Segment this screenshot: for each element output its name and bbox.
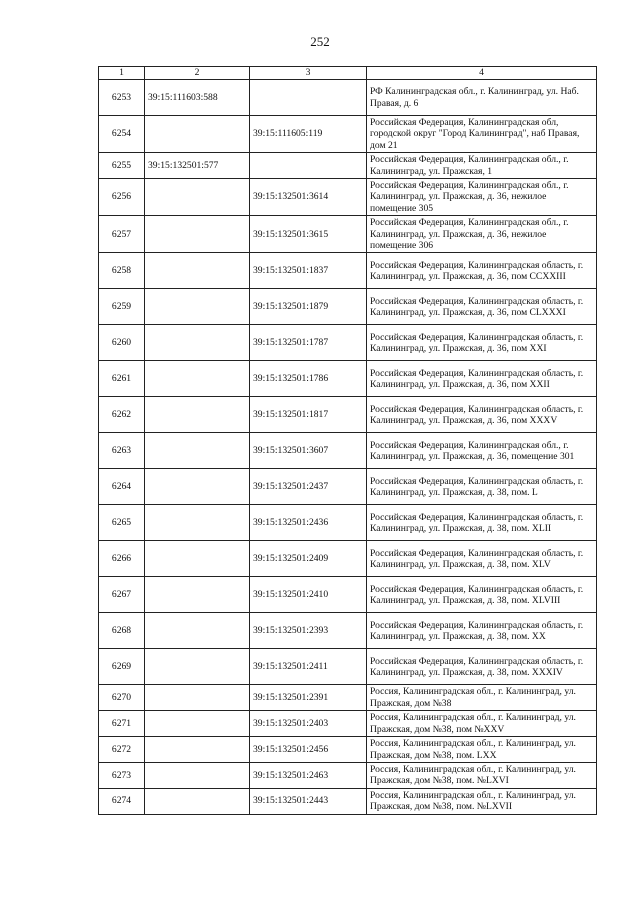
cadastral-number-cell: 39:15:132501:3607 bbox=[250, 433, 367, 469]
row-number-cell: 6271 bbox=[99, 711, 145, 737]
row-number-cell: 6256 bbox=[99, 179, 145, 216]
cadastral-number-cell: 39:15:132501:3615 bbox=[250, 216, 367, 253]
cadastral-number-cell bbox=[145, 116, 250, 153]
table-row bbox=[99, 711, 597, 737]
row-number-cell: 6253 bbox=[99, 80, 145, 116]
address-cell: Россия, Калининградская обл., г. Калининград, ул. Пражская, дом №38, пом. №LXVI bbox=[367, 762, 597, 788]
cadastral-number-cell: 39:15:132501:2463 bbox=[250, 762, 367, 788]
cadastral-number-cell bbox=[145, 433, 250, 469]
address-cell: Российская Федерация, Калининградская обл, городской округ "Город Калининград", наб Правая, дом 21 bbox=[367, 116, 597, 153]
table-row bbox=[99, 577, 597, 613]
cadastral-number-cell bbox=[145, 216, 250, 253]
cadastral-number-cell bbox=[145, 289, 250, 325]
row-number-cell: 6268 bbox=[99, 613, 145, 649]
row-number-cell: 6261 bbox=[99, 361, 145, 397]
address-cell: Российская Федерация, Калининградская область, г. Калининград, ул. Пражская, д. 38, пом. L bbox=[367, 469, 597, 505]
table-header bbox=[99, 67, 597, 80]
row-number-cell: 6255 bbox=[99, 153, 145, 179]
table-row bbox=[99, 762, 597, 788]
cadastral-number-cell: 39:15:132501:577 bbox=[145, 153, 250, 179]
table-row bbox=[99, 289, 597, 325]
cadastral-number-cell: 39:15:111603:588 bbox=[145, 80, 250, 116]
cadastral-number-cell: 39:15:132501:2410 bbox=[250, 577, 367, 613]
address-cell: Российская Федерация, Калининградская область, г. Калининград, ул. Пражская, д. 38, пом. XLVIII bbox=[367, 577, 597, 613]
cadastral-number-cell bbox=[145, 577, 250, 613]
row-number-cell: 6274 bbox=[99, 788, 145, 814]
header-col-2: 2 bbox=[145, 67, 250, 80]
table-row bbox=[99, 433, 597, 469]
cadastral-number-cell: 39:15:132501:1786 bbox=[250, 361, 367, 397]
cadastral-number-cell: 39:15:132501:2443 bbox=[250, 788, 367, 814]
cadastral-number-cell: 39:15:132501:1787 bbox=[250, 325, 367, 361]
row-number-cell: 6262 bbox=[99, 397, 145, 433]
row-number-cell: 6259 bbox=[99, 289, 145, 325]
row-number-cell: 6258 bbox=[99, 253, 145, 289]
cadastral-number-cell: 39:15:111605:119 bbox=[250, 116, 367, 153]
page-number: 252 bbox=[310, 34, 330, 49]
table-row bbox=[99, 325, 597, 361]
table-row bbox=[99, 179, 597, 216]
table-row bbox=[99, 116, 597, 153]
address-cell: Российская Федерация, Калининградская обл., г. Калининград, ул. Пражская, д. 36, помещение 301 bbox=[367, 433, 597, 469]
address-cell: Российская Федерация, Калининградская область, г. Калининград, ул. Пражская, д. 38, пом. XLII bbox=[367, 505, 597, 541]
table-row bbox=[99, 397, 597, 433]
table-row bbox=[99, 685, 597, 711]
cadastral-number-cell bbox=[145, 541, 250, 577]
row-number-cell: 6270 bbox=[99, 685, 145, 711]
header-col-1: 1 bbox=[99, 67, 145, 80]
header-col-4: 4 bbox=[367, 67, 597, 80]
cadastral-number-cell bbox=[145, 685, 250, 711]
cadastral-number-cell: 39:15:132501:2411 bbox=[250, 649, 367, 685]
cadastral-number-cell bbox=[145, 505, 250, 541]
table-row bbox=[99, 505, 597, 541]
row-number-cell: 6260 bbox=[99, 325, 145, 361]
address-cell: Российская Федерация, Калининградская обл., г. Калининград, ул. Пражская, д. 36, нежилое помещение 305 bbox=[367, 179, 597, 216]
cadastral-number-cell: 39:15:132501:2437 bbox=[250, 469, 367, 505]
cadastral-number-cell bbox=[145, 361, 250, 397]
address-cell: Российская Федерация, Калининградская обл., г. Калининград, ул. Пражская, д. 36, нежилое помещение 306 bbox=[367, 216, 597, 253]
address-cell: Российская Федерация, Калининградская область, г. Калининград, ул. Пражская, д. 38, пом. XXXIV bbox=[367, 649, 597, 685]
cadastral-number-cell bbox=[250, 153, 367, 179]
cadastral-number-cell: 39:15:132501:3614 bbox=[250, 179, 367, 216]
cadastral-number-cell: 39:15:132501:1817 bbox=[250, 397, 367, 433]
cadastral-number-cell bbox=[145, 788, 250, 814]
table-row bbox=[99, 361, 597, 397]
cadastral-number-cell bbox=[145, 397, 250, 433]
header-col-3: 3 bbox=[250, 67, 367, 80]
table-row bbox=[99, 469, 597, 505]
cadastral-number-cell bbox=[145, 469, 250, 505]
address-cell: Российская Федерация, Калининградская область, г. Калининград, ул. Пражская, д. 36, пом XXII bbox=[367, 361, 597, 397]
row-number-cell: 6254 bbox=[99, 116, 145, 153]
cadastral-number-cell: 39:15:132501:2436 bbox=[250, 505, 367, 541]
address-cell: Россия, Калининградская обл., г. Калининград, ул. Пражская, дом №38 bbox=[367, 685, 597, 711]
row-number-cell: 6272 bbox=[99, 737, 145, 763]
cadastral-number-cell bbox=[145, 179, 250, 216]
address-cell: Российская Федерация, Калининградская область, г. Калининград, ул. Пражская, д. 36, пом CCXXIII bbox=[367, 253, 597, 289]
address-cell: Российская Федерация, Калининградская область, г. Калининград, ул. Пражская, д. 38, пом. XLV bbox=[367, 541, 597, 577]
table-row bbox=[99, 216, 597, 253]
address-cell: Российская Федерация, Калининградская область, г. Калининград, ул. Пражская, д. 36, пом CLXXXI bbox=[367, 289, 597, 325]
address-cell: РФ Калининградская обл., г. Калининград, ул. Наб. Правая, д. 6 bbox=[367, 80, 597, 116]
address-cell: Российская Федерация, Калининградская область, г. Калининград, ул. Пражская, д. 36, пом XXI bbox=[367, 325, 597, 361]
row-number-cell: 6273 bbox=[99, 762, 145, 788]
row-number-cell: 6263 bbox=[99, 433, 145, 469]
table-row bbox=[99, 788, 597, 814]
table-body bbox=[99, 80, 597, 815]
cadastral-number-cell bbox=[250, 80, 367, 116]
row-number-cell: 6265 bbox=[99, 505, 145, 541]
address-cell: Россия, Калининградская обл., г. Калининград, ул. Пражская, дом №38, пом. LXX bbox=[367, 737, 597, 763]
cadastral-number-cell bbox=[145, 613, 250, 649]
address-cell: Российская Федерация, Калининградская обл., г. Калининград, ул. Пражская, 1 bbox=[367, 153, 597, 179]
row-number-cell: 6264 bbox=[99, 469, 145, 505]
address-cell: Российская Федерация, Калининградская область, г. Калининград, ул. Пражская, д. 36, пом XXXV bbox=[367, 397, 597, 433]
row-number-cell: 6257 bbox=[99, 216, 145, 253]
row-number-cell: 6266 bbox=[99, 541, 145, 577]
table-row bbox=[99, 153, 597, 179]
cadastral-number-cell: 39:15:132501:2391 bbox=[250, 685, 367, 711]
cadastral-number-cell: 39:15:132501:1879 bbox=[250, 289, 367, 325]
address-cell: Российская Федерация, Калининградская область, г. Калининград, ул. Пражская, д. 38, пом. XX bbox=[367, 613, 597, 649]
address-cell: Россия, Калининградская обл., г. Калининград, ул. Пражская, дом №38, пом №XXV bbox=[367, 711, 597, 737]
table-row bbox=[99, 613, 597, 649]
address-cell: Россия, Калининградская обл., г. Калининград, ул. Пражская, дом №38, пом. №LXVII bbox=[367, 788, 597, 814]
cadastral-number-cell: 39:15:132501:2456 bbox=[250, 737, 367, 763]
cadastral-number-cell bbox=[145, 762, 250, 788]
table-row bbox=[99, 253, 597, 289]
registry-table bbox=[98, 66, 597, 815]
cadastral-number-cell bbox=[145, 253, 250, 289]
cadastral-number-cell: 39:15:132501:2393 bbox=[250, 613, 367, 649]
row-number-cell: 6269 bbox=[99, 649, 145, 685]
table-row bbox=[99, 541, 597, 577]
table-row bbox=[99, 80, 597, 116]
cadastral-number-cell bbox=[145, 711, 250, 737]
cadastral-number-cell: 39:15:132501:2403 bbox=[250, 711, 367, 737]
cadastral-number-cell: 39:15:132501:1837 bbox=[250, 253, 367, 289]
cadastral-number-cell bbox=[145, 649, 250, 685]
table-row bbox=[99, 737, 597, 763]
cadastral-number-cell bbox=[145, 737, 250, 763]
cadastral-number-cell: 39:15:132501:2409 bbox=[250, 541, 367, 577]
header-row bbox=[99, 67, 597, 80]
cadastral-number-cell bbox=[145, 325, 250, 361]
row-number-cell: 6267 bbox=[99, 577, 145, 613]
table-row bbox=[99, 649, 597, 685]
